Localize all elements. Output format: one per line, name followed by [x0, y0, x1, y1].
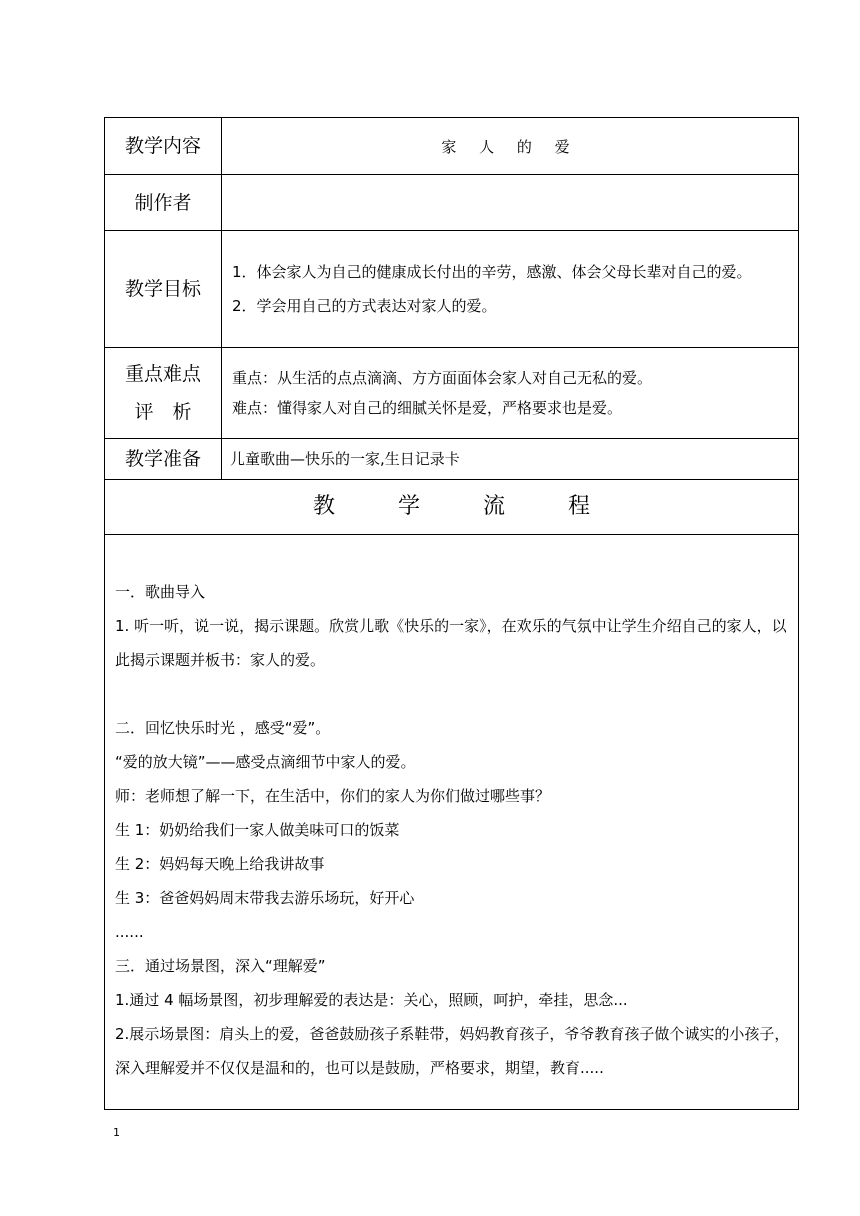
section-title: 二．回忆快乐时光 ，感受“爱”。	[115, 719, 331, 737]
author-value	[222, 175, 799, 231]
paragraph: ......	[115, 923, 144, 941]
row-prep	[105, 439, 799, 480]
page-number: 1	[113, 1126, 120, 1139]
keypoints-label-line2: 评 析	[134, 401, 192, 423]
paragraph: 生 3：爸爸妈妈周末带我去游乐场玩，好开心	[115, 889, 415, 907]
prep-label: 教学准备	[105, 439, 222, 480]
keypoints-label	[105, 348, 222, 439]
heading-char: 教	[312, 494, 335, 519]
keypoints-cell	[222, 348, 799, 439]
keypoints-label-line1: 重点难点	[124, 363, 201, 385]
goal-item: 1．体会家人为自己的健康成长付出的辛劳，感激、体会父母长辈对自己的爱。	[232, 263, 752, 281]
paragraph: “爱的放大镜”——感受点滴细节中家人的爱。	[115, 753, 416, 771]
goal-item: 2．学会用自己的方式表达对家人的爱。	[232, 297, 497, 315]
keypoint-item: 难点：懂得家人对自己的细腻关怀是爱，严格要求也是爱。	[232, 399, 623, 417]
process-heading	[105, 480, 798, 535]
paragraph: 生 1：奶奶给我们一家人做美味可口的饭菜	[115, 821, 400, 839]
heading-char: 程	[567, 494, 590, 519]
process-body	[105, 535, 798, 1085]
row-keypoints	[105, 348, 799, 439]
paragraph: 生 2：妈妈每天晚上给我讲故事	[115, 855, 325, 873]
teaching-process-box	[104, 479, 799, 1110]
row-author	[105, 175, 799, 231]
goals-cell	[222, 231, 799, 348]
prep-value: 儿童歌曲—快乐的一家,生日记录卡	[222, 439, 799, 480]
keypoint-item: 重点：从生活的点点滴滴、方方面面体会家人对自己无私的爱。	[232, 369, 653, 387]
section-title: 三．通过场景图，深入“理解爱”	[115, 957, 326, 975]
goals-label: 教学目标	[105, 231, 222, 348]
row-content	[105, 118, 799, 175]
paragraph: 师：老师想了解一下，在生活中，你们的家人为你们做过哪些事？	[115, 787, 551, 805]
lesson-title: 家 人 的 爱	[222, 118, 799, 175]
paragraph: 1. 听一听，说一说，揭示课题。欣赏儿歌《快乐的一家》，在欢乐的气氛中让学生介绍自己的家人，以此揭示课题并板书：家人的爱。	[115, 617, 787, 669]
heading-char: 学	[397, 494, 420, 519]
section-title: 一．歌曲导入	[115, 583, 206, 601]
paragraph: 2.展示场景图：肩头上的爱，爸爸鼓励孩子系鞋带，妈妈教育孩子，爷爷教育孩子做个诚实的小孩子，深入理解爱并不仅仅是温和的，也可以是鼓励，严格要求，期望，教育.....	[115, 1025, 790, 1077]
paragraph: 1.通过 4 幅场景图，初步理解爱的表达是：关心，照顾，呵护，牵挂，思念...	[115, 991, 628, 1009]
spacer	[115, 677, 790, 711]
content-label: 教学内容	[105, 118, 222, 175]
heading-char: 流	[482, 494, 505, 519]
lesson-info-table	[104, 117, 799, 480]
author-label: 制作者	[105, 175, 222, 231]
row-goals	[105, 231, 799, 348]
